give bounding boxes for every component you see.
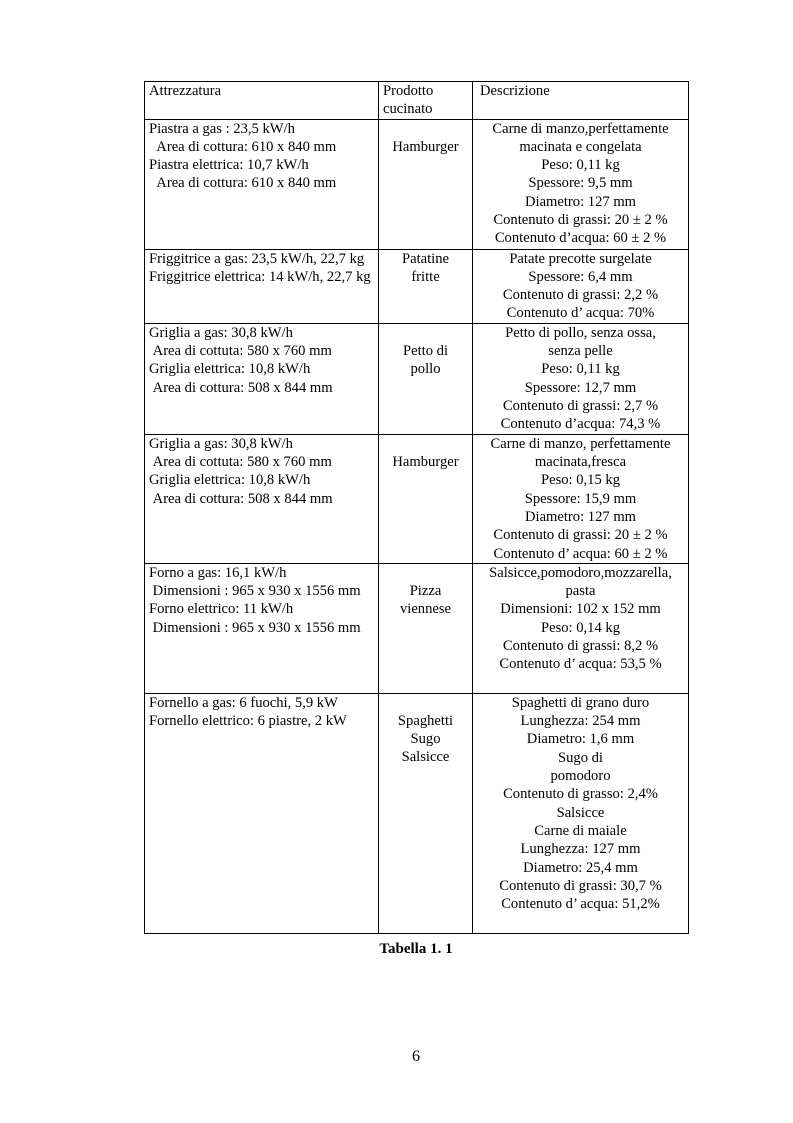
table-row [145,119,689,249]
description-line: Contenuto d’ acqua: 60 ± 2 % [493,545,668,562]
description-line: Contenuto d’ acqua: 53,5 % [499,656,662,673]
table-row [145,434,689,563]
description-cell [473,119,689,249]
description-line: Contenuto di grassi: 20 ± 2 % [493,212,668,229]
description-line: Peso: 0,15 kg [540,472,621,489]
description-line: Salsicce [556,804,605,821]
description-line: Contenuto di grassi: 2,7 % [502,397,659,414]
table-row [145,323,689,434]
description-line: senza pelle [548,343,613,360]
description-cell [473,434,689,563]
description-cell [473,563,689,693]
table-row [145,563,689,693]
equipment-cell: Griglia a gas: 30,8 kW/h Area di cottuta: 580 x 760 mm Griglia elettrica: 10,8 kW/h Area di cottura: 508 x 844 mm [145,323,379,434]
description-line: Spaghetti di grano duro [511,694,650,711]
table-caption: Tabella 1. 1 [379,941,453,957]
product-cell: Pizza viennese [379,563,473,693]
equipment-cell: Fornello a gas: 6 fuochi, 5,9 kW Fornello elettrico: 6 piastre, 2 kW [145,693,379,933]
equipment-table [144,81,689,934]
product-cell: Spaghetti Sugo Salsicce [379,693,473,933]
product-cell: Petto di pollo [379,323,473,434]
description-line: Peso: 0,14 kg [540,619,621,636]
description-line: Patate precotte surgelate [509,250,652,267]
description-line: Lunghezza: 254 mm [520,713,641,730]
description-line: Dimensioni: 102 x 152 mm [500,601,661,618]
description-line: Peso: 0,11 kg [541,157,620,174]
description-line: Petto di pollo, senza ossa, [505,324,656,341]
description-line: Spessore: 15,9 mm [524,490,637,507]
product-cell: Patatine fritte [379,249,473,323]
description-line: Carne di maiale [534,822,627,839]
equipment-cell: Griglia a gas: 30,8 kW/h Area di cottuta: 580 x 760 mm Griglia elettrica: 10,8 kW/h Area di cottura: 508 x 844 mm [145,434,379,563]
description-line: Lunghezza: 127 mm [520,841,641,858]
equipment-cell: Forno a gas: 16,1 kW/h Dimensioni : 965 x 930 x 1556 mm Forno elettrico: 11 kW/h Dimensioni : 965 x 930 x 1556 mm [145,563,379,693]
description-line: Contenuto di grassi: 8,2 % [502,638,659,655]
description-line: macinata e congelata [519,138,642,155]
description-cell [473,693,689,933]
description-line: pasta [565,583,596,600]
table-row [145,249,689,323]
description-line: Contenuto di grassi: 2,2 % [502,287,659,304]
description-line: Carne di manzo, perfettamente [490,435,671,452]
description-line: Peso: 0,11 kg [541,361,620,378]
equipment-cell: Friggitrice a gas: 23,5 kW/h, 22,7 kg Friggitrice elettrica: 14 kW/h, 22,7 kg [145,249,379,323]
description-line: Diametro: 1,6 mm [526,731,635,748]
description-line: pomodoro [550,768,611,785]
description-line: macinata,fresca [534,454,627,471]
description-line: Diametro: 127 mm [524,193,637,210]
description-cell [473,249,689,323]
header-descrizione: Descrizione [473,82,689,120]
header-prodotto-cucinato: Prodotto cucinato [379,82,473,120]
equipment-cell: Piastra a gas : 23,5 kW/h Area di cottura: 610 x 840 mm Piastra elettrica: 10,7 kW/h Area di cottura: 610 x 840 mm [145,119,379,249]
table-row [145,693,689,933]
page-number: 6 [412,1048,420,1065]
description-line: Salsicce,pomodoro,mozzarella, [489,564,672,581]
description-line: Contenuto d’acqua: 60 ± 2 % [494,230,667,247]
description-line: Diametro: 25,4 mm [523,859,638,876]
description-line: Contenuto d’ acqua: 51,2% [501,896,660,913]
product-cell: Hamburger [379,434,473,563]
product-cell: Hamburger [379,119,473,249]
description-line: Contenuto d’acqua: 74,3 % [500,416,661,433]
description-line: Sugo di [557,749,603,766]
description-line: Contenuto di grassi: 20 ± 2 % [493,527,668,544]
description-line: Contenuto d’ acqua: 70% [506,305,655,322]
description-line: Spessore: 12,7 mm [524,379,637,396]
description-line: Carne di manzo,perfettamente [492,120,669,137]
table-header-row [145,82,689,120]
description-cell [473,323,689,434]
description-line: Spessore: 6,4 mm [528,268,633,285]
description-line: Spessore: 9,5 mm [528,175,633,192]
header-attrezzatura: Attrezzatura [145,82,379,120]
description-line: Contenuto di grassi: 30,7 % [499,877,662,894]
description-line: Contenuto di grasso: 2,4% [503,786,658,803]
description-line: Diametro: 127 mm [524,508,637,525]
